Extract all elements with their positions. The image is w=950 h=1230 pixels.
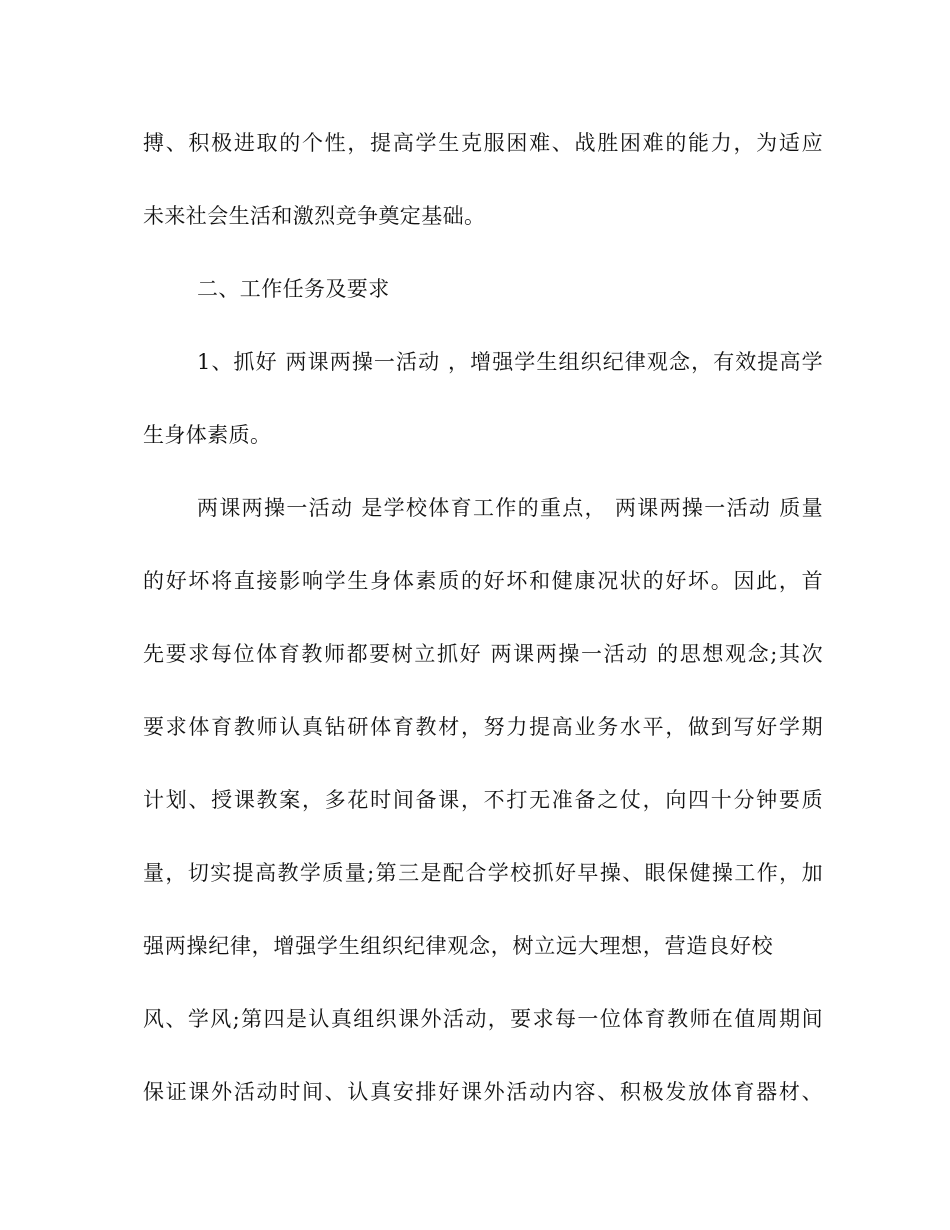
text-line: 1、抓好 两课两操一活动 ，增强学生组织纪律观念，有效提高学 bbox=[197, 350, 823, 374]
text-line: 风、学风;第四是认真组织课外活动，要求每一位体育教师在值周期间 bbox=[143, 1007, 823, 1031]
text-line: 强两操纪律，增强学生组织纪律观念，树立远大理想，营造良好校 bbox=[143, 934, 773, 958]
text-line: 两课两操一活动 是学校体育工作的重点， 两课两操一活动 质量 bbox=[197, 496, 823, 520]
text-line: 未来社会生活和激烈竞争奠定基础。 bbox=[143, 204, 486, 228]
text-line: 保证课外活动时间、认真安排好课外活动内容、积极发放体育器材、 bbox=[143, 1080, 823, 1104]
text-line: 生身体素质。 bbox=[143, 423, 272, 447]
text-line: 要求体育教师认真钻研体育教材，努力提高业务水平，做到写好学期 bbox=[143, 715, 823, 739]
text-line: 的好坏将直接影响学生身体素质的好坏和健康况状的好坏。因此，首 bbox=[143, 569, 823, 593]
text-line: 量，切实提高教学质量;第三是配合学校抓好早操、眼保健操工作，加 bbox=[143, 861, 823, 885]
text-line: 先要求每位体育教师都要树立抓好 两课两操一活动 的思想观念;其次 bbox=[143, 642, 823, 666]
section-heading: 二、工作任务及要求 bbox=[197, 277, 390, 301]
text-line: 计划、授课教案，多花时间备课，不打无准备之仗，向四十分钟要质 bbox=[143, 788, 823, 812]
text-line: 搏、积极进取的个性，提高学生克服困难、战胜困难的能力，为适应 bbox=[143, 131, 823, 155]
